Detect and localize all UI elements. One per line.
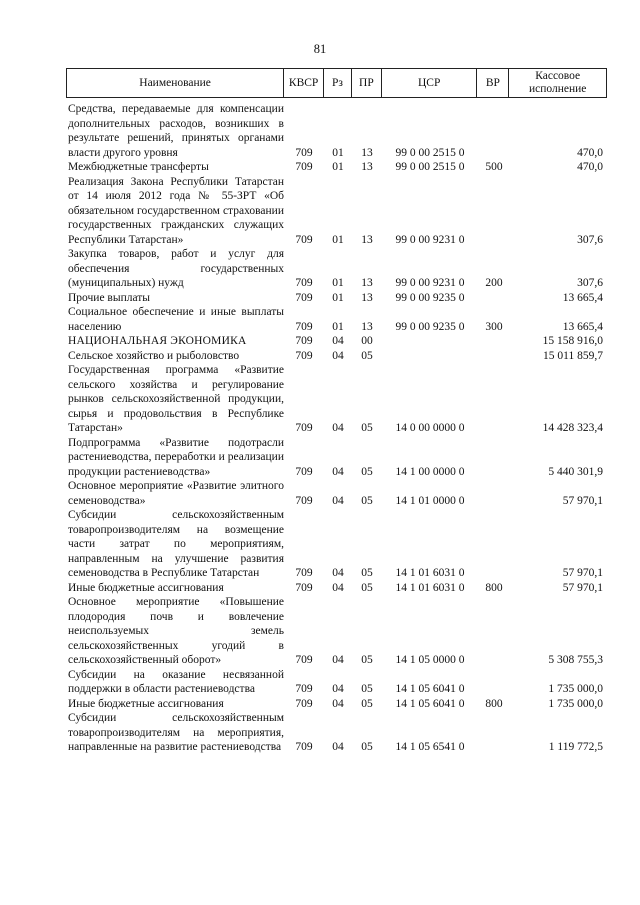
row-kvsr: 709 [295,320,313,333]
row-kas: 470,0 [577,146,603,159]
row-csr: 99 0 00 9231 0 [395,277,465,289]
row-csr: 99 0 00 9235 0 [395,320,465,333]
header-kvsr: КВСР [284,69,324,97]
row-csr: 14 1 05 6041 0 [395,697,465,710]
row-csr: 99 0 00 2515 0 [395,161,465,173]
row-vr: 200 [485,277,503,289]
row-name: Субсидии на оказание несвязанной поддержки в области растениеводства [68,668,284,695]
row-kas: 14 428 323,4 [542,422,603,434]
table-row [68,363,607,436]
row-csr: 14 1 01 6031 0 [395,567,465,579]
row-name: Основное мероприятие «Развитие элитного семеноводства» [68,480,284,507]
row-rz: 04 [332,654,344,666]
row-kvsr: 709 [295,683,313,695]
header-kassovoe: Кассовое исполнение [528,70,587,95]
row-pr: 13 [361,320,373,333]
row-csr: 14 1 00 0000 0 [395,465,465,478]
table-row [68,247,607,291]
row-rz: 01 [332,291,344,304]
table-row [68,291,607,306]
row-name: Межбюджетные трансферты [68,161,209,173]
row-name: Субсидии сельскохозяйственным товаропроизводителям на мероприятия, направленные на развитие растениеводства [68,712,284,753]
row-pr: 13 [361,277,373,289]
row-name: Подпрограмма «Развитие подотрасли растениеводства, переработки и реализации продукции растениеводства» [68,436,284,478]
page-number: 81 [313,42,327,56]
row-name: Реализация Закона Республики Татарстан от 14 июля 2012 года № 55-ЗРТ «Об обязательном государственном страховании государственных гражданских служащих Республики Татарстан» [68,175,284,246]
row-rz: 04 [332,581,344,594]
row-kvsr: 709 [295,654,313,666]
table-row [68,175,607,248]
row-kvsr: 709 [295,335,313,347]
row-kvsr: 709 [295,422,313,434]
row-csr: 99 0 00 9235 0 [395,291,465,304]
row-kas: 5 308 755,3 [548,654,603,666]
row-rz: 01 [332,161,344,173]
row-kas: 307,6 [577,233,603,246]
row-vr: 800 [485,581,503,594]
row-rz: 01 [332,320,344,333]
table-row [68,668,607,697]
row-rz: 01 [332,277,344,289]
row-pr: 05 [361,567,373,579]
row-name: Закупка товаров, работ и услуг для обеспечения государственных (муниципальных) нужд [68,248,284,289]
row-name: Иные бюджетные ассигнования [68,697,224,710]
row-kvsr: 709 [295,567,313,579]
row-csr: 99 0 00 2515 0 [395,146,465,159]
row-rz: 01 [332,233,344,246]
row-rz: 04 [332,465,344,478]
row-kas: 1 119 772,5 [548,741,603,753]
row-rz: 04 [332,335,344,347]
row-kvsr: 709 [295,741,313,753]
header-pr: ПР [352,69,382,97]
row-vr: 500 [485,161,503,173]
header-csr: ЦСР [382,69,478,97]
table-body [68,102,607,755]
row-kas: 307,6 [577,277,603,289]
table-row [68,334,607,349]
row-vr: 300 [485,320,503,333]
row-pr: 05 [361,581,373,594]
row-pr: 13 [361,146,373,159]
header-name: Наименование [67,69,284,97]
row-kvsr: 709 [295,291,313,304]
row-pr: 05 [361,741,373,753]
row-name: Субсидии сельскохозяйственным товаропроизводителям на возмещение части затрат по мероприятиям, направленным на улучшение развития семеноводства в Республике Татарстан [68,509,284,579]
row-rz: 04 [332,494,344,507]
row-kas: 57 970,1 [562,494,603,507]
row-kvsr: 709 [295,465,313,478]
row-kas: 13 665,4 [562,291,603,304]
row-rz: 04 [332,697,344,710]
row-kvsr: 709 [295,233,313,246]
table-row [68,697,607,712]
header-rz: Рз [324,69,352,97]
table-row [68,102,607,160]
row-pr: 05 [361,422,373,434]
table-row [68,305,607,334]
row-kvsr: 709 [295,494,313,507]
row-kvsr: 709 [295,349,313,362]
table-header [66,68,607,98]
row-kas: 57 970,1 [562,567,603,579]
row-kvsr: 709 [295,161,313,173]
row-csr: 14 1 05 0000 0 [395,654,465,666]
row-rz: 04 [332,422,344,434]
row-pr: 05 [361,683,373,695]
row-kas: 15 011 859,7 [543,349,603,362]
row-rz: 04 [332,349,344,362]
row-rz: 04 [332,683,344,695]
row-pr: 05 [361,494,373,507]
row-kas: 13 665,4 [562,320,603,333]
row-kas: 470,0 [577,161,603,173]
row-name: Социальное обеспечение и иные выплаты населению [68,306,284,333]
table-row [68,349,607,364]
row-kvsr: 709 [295,277,313,289]
row-pr: 05 [361,349,373,362]
table-row [68,508,607,581]
row-kvsr: 709 [295,146,313,159]
row-pr: 13 [361,161,373,173]
row-csr: 14 1 01 6031 0 [395,581,465,594]
row-rz: 04 [332,741,344,753]
row-rz: 01 [332,146,344,159]
row-pr: 13 [361,291,373,304]
table-row [68,711,607,755]
row-name: Сельское хозяйство и рыболовство [68,349,240,362]
table-row [68,160,607,175]
row-kas: 57 970,1 [562,581,603,594]
row-kas: 5 440 301,9 [548,465,603,478]
row-kvsr: 709 [295,581,313,594]
row-pr: 05 [361,697,373,710]
row-csr: 14 1 05 6541 0 [395,741,465,753]
row-name: Государственная программа «Развитие сельского хозяйства и регулирование рынков сельскохозяйственной продукции, сырья и продовольствия в Республике Татарстан» [68,364,284,434]
row-name: Прочие выплаты [68,291,151,304]
row-name: Иные бюджетные ассигнования [68,581,224,594]
row-pr: 05 [361,654,373,666]
row-rz: 04 [332,567,344,579]
row-pr: 05 [361,465,373,478]
row-pr: 00 [361,335,373,347]
row-name: Основное мероприятие «Повышение плодородия почв и вовлечение неиспользуемых земель сельскохозяйственных угодий в сельскохозяйственный оборот» [68,596,284,666]
row-csr: 99 0 00 9231 0 [395,233,465,246]
table-row [68,595,607,668]
row-pr: 13 [361,233,373,246]
table-row [68,479,607,508]
row-kas: 15 158 916,0 [542,335,603,347]
header-vr: ВР [477,69,509,97]
row-kas: 1 735 000,0 [548,683,603,695]
row-kvsr: 709 [295,697,313,710]
row-name: НАЦИОНАЛЬНАЯ ЭКОНОМИКА [68,335,247,347]
row-name: Средства, передаваемые для компенсации дополнительных расходов, возникших в результате решений, принятых органами власти другого уровня [68,103,284,159]
table-row [68,581,607,596]
row-vr: 800 [485,697,503,710]
row-csr: 14 1 01 0000 0 [395,494,465,507]
row-csr: 14 1 05 6041 0 [395,683,465,695]
row-csr: 14 0 00 0000 0 [395,422,465,434]
table-row [68,436,607,480]
row-kas: 1 735 000,0 [548,697,603,710]
